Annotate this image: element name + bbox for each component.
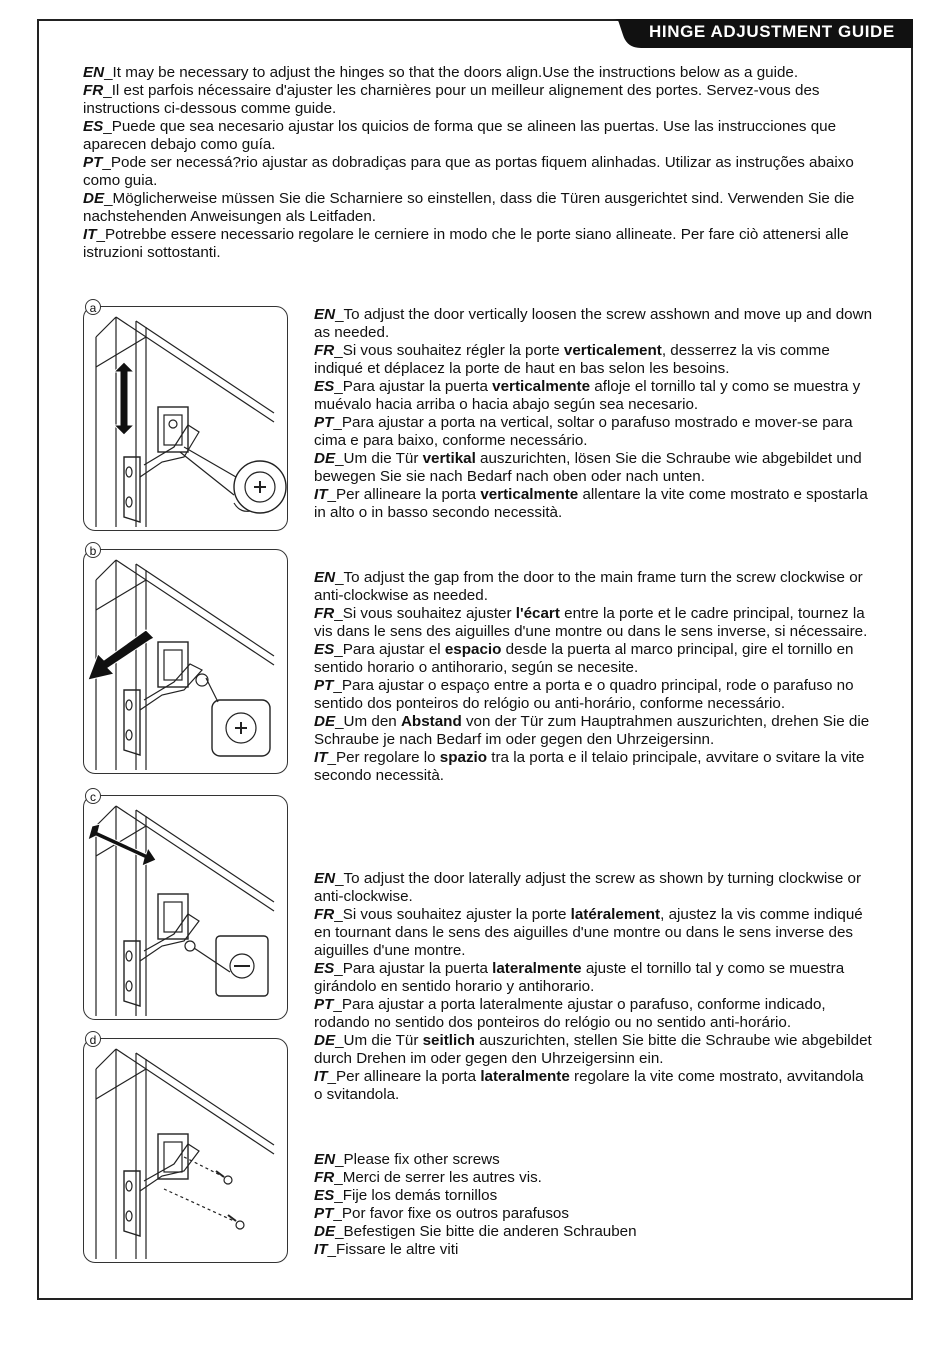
instruction-emphasis: latéralement [570,906,661,923]
hinge-lateral-illustration [84,796,289,1021]
intro-paragraph [83,154,883,190]
instruction-text: , desserrez la vis comme indiqué et déplacez la porte de haut en bas selon les besoins. [314,342,830,377]
figure-label-c: c [85,788,101,804]
intro-line: _It may be necessary to adjust the hinges so that the doors align.Use the instructions below as a guide. [104,64,799,81]
figure-vertical-adjustment [83,306,288,531]
instruction-line [314,1169,874,1187]
instruction-text: _Um die Tür [335,1032,423,1049]
lang-code: DE [314,1032,336,1049]
instruction-text: regolare la vite come mostrato, avvitandola o svitandola. [314,1068,864,1103]
section-screws [314,1151,874,1259]
lang-code: ES [314,1187,335,1204]
instruction-line [314,1151,874,1169]
instruction-line [314,713,874,749]
lang-code: FR [314,342,335,359]
instruction-line [314,749,874,785]
lang-code: EN [314,306,336,323]
instruction-emphasis: vertikal [422,450,476,467]
instruction-text: _To adjust the door vertically loosen the screw asshown and move up and down as needed. [314,306,873,341]
intro-paragraph [83,226,883,262]
instruction-text: tra la porta e il telaio principale, avvitare o svitare la vite secondo necessità. [314,749,865,784]
section-gap [314,569,874,785]
instruction-line [314,605,874,641]
instruction-line [314,1187,874,1205]
instruction-emphasis: Abstand [400,713,462,730]
instruction-text: _Fije los demás tornillos [334,1187,498,1204]
lang-code: IT [83,226,97,243]
lang-code: EN [314,569,336,586]
instruction-text: _Per allineare la porta [327,1068,481,1085]
instruction-line [314,342,874,378]
intro-text [83,64,883,262]
lang-code: IT [314,749,328,766]
instruction-emphasis: l'écart [515,605,560,622]
section-vertical [314,306,874,522]
figure-fix-screws [83,1038,288,1263]
instruction-emphasis: verticalmente [480,486,579,503]
instruction-text: _Para ajustar o espaço entre a porta e o quadro principal, rode o parafuso no sentido dos ponteiros do relógio ou anti-horário, conforme necessário. [314,677,854,712]
instruction-text: _Per regolare lo [327,749,440,766]
instruction-text: _Por favor fixe os outros parafusos [333,1205,569,1222]
instruction-text: allentare la vite come mostrato e spostarla in alto o in basso secondo necessità. [314,486,868,521]
lang-code: PT [314,996,334,1013]
instruction-line [314,1205,874,1223]
hinge-screws-illustration [84,1039,289,1264]
instruction-text: _Para ajustar la puerta [334,960,493,977]
header-title: HINGE ADJUSTMENT GUIDE [649,22,895,41]
intro-line: _Potrebbe essere necessario regolare le cerniere in modo che le porte siano allineate. Per fare ciò attenersi alle istruzioni sottostanti. [83,226,849,261]
instruction-text: _Si vous souhaitez ajuster [334,605,516,622]
intro-paragraph [83,82,883,118]
instruction-text: auszurichten, lösen Sie die Schraube wie abgebildet und bewegen Sie sie nach Bedarf nach oben oder nach unten. [314,450,862,485]
instruction-text: _Befestigen Sie bitte die anderen Schrauben [335,1223,637,1240]
intro-line: _Möglicherweise müssen Sie die Scharniere so einstellen, dass die Türen ausgerichtet sind. Verwenden Sie die nachstehenden Anweisungen als Leitfaden. [83,190,855,225]
lang-code: ES [314,378,335,395]
section-lateral [314,870,874,1104]
instruction-line [314,677,874,713]
lang-code: ES [314,641,335,658]
lang-code: PT [314,1205,334,1222]
lang-code: PT [314,677,334,694]
instruction-text: entre la porte et le cadre principal, tournez la vis dans le sens des aiguilles d'une montre ou dans le sens inverse, si nécessaire. [314,605,868,640]
instruction-line [314,996,874,1032]
instruction-line [314,1032,874,1068]
lang-code: DE [314,1223,336,1240]
instruction-line [314,378,874,414]
instruction-emphasis: verticalement [563,342,662,359]
lang-code: FR [83,82,104,99]
lang-code: IT [314,1241,328,1258]
lang-code: DE [314,450,336,467]
figure-lateral-adjustment [83,795,288,1020]
vertical-arrow-icon [114,362,134,435]
instruction-emphasis: verticalmente [492,378,591,395]
instruction-text: _Para ajustar la puerta [334,378,493,395]
intro-line: _Puede que sea necesario ajustar los quicios de forma que se alineen las puertas. Use las instrucciones que aparecen debajo como guía. [83,118,837,153]
instruction-text: von der Tür zum Hauptrahmen auszurichten, drehen Sie die Schraube je nach Bedarf im oder gegen den Uhrzeigersinn. [314,713,870,748]
intro-line: _Il est parfois nécessaire d'ajuster les charnières pour un meilleur alignement des portes. Servez-vous des instructions ci-dessous comme guide. [83,82,820,117]
figure-label-a: a [85,299,101,315]
lang-code: DE [314,713,336,730]
figure-label-b: b [85,542,101,558]
instruction-line [314,1241,874,1259]
instruction-line [314,960,874,996]
instruction-text: _Si vous souhaitez régler la porte [334,342,564,359]
instruction-text: _Per allineare la porta [327,486,481,503]
instruction-line [314,906,874,960]
instruction-emphasis: lateralmente [480,1068,570,1085]
instruction-text: _Para ajustar a porta lateralmente ajustar o parafuso, conforme indicado, rodando no sentido dos ponteiros do relógio ou no sentido anti-horário. [314,996,826,1031]
instruction-text: _Para ajustar a porta na vertical, soltar o parafuso mostrado e mover-se para cima e para baixo, conforme necessário. [314,414,853,449]
lang-code: PT [314,414,334,431]
instruction-text: _Um die Tür [335,450,423,467]
lang-code: ES [83,118,104,135]
instruction-line [314,486,874,522]
instruction-text: ajuste el tornillo tal y como se muestra girándolo en sentido horario y antihorario. [314,960,845,995]
lang-code: IT [314,486,328,503]
instruction-line [314,306,874,342]
instruction-text: desde la puerta al marco principal, gire el tornillo en sentido horario o antihorario, según se necesite. [314,641,854,676]
lang-code: PT [83,154,103,171]
lang-code: EN [314,870,336,887]
intro-line: _Pode ser necessá?rio ajustar as dobradiças para que as portas fiquem alinhadas. Utilizar as instruções abaixo como guia. [83,154,854,189]
lang-code: IT [314,1068,328,1085]
lang-code: FR [314,605,335,622]
instruction-line [314,1068,874,1104]
instruction-emphasis: seitlich [422,1032,475,1049]
instruction-line [314,450,874,486]
instruction-line [314,414,874,450]
instruction-text: _Para ajustar el [334,641,445,658]
instruction-line [314,641,874,677]
figure-gap-adjustment [83,549,288,774]
header-tab [613,19,913,48]
instruction-text: _Fissare le altre viti [327,1241,459,1258]
instruction-line [314,870,874,906]
instruction-text: afloje el tornillo tal y como se muestra y muévalo hacia arriba o hacia abajo según sea necesario. [314,378,861,413]
instruction-emphasis: espacio [444,641,502,658]
intro-paragraph [83,190,883,226]
instruction-text: _Merci de serrer les autres vis. [334,1169,542,1186]
lang-code: EN [314,1151,336,1168]
instruction-text: _To adjust the door laterally adjust the screw as shown by turning clockwise or anti-clockwise. [314,870,862,905]
instruction-line [314,569,874,605]
instruction-emphasis: lateralmente [492,960,582,977]
depth-arrow-icon [88,630,154,680]
instruction-text: _To adjust the gap from the door to the main frame turn the screw clockwise or anti-clockwise as needed. [314,569,863,604]
instruction-text: _Um den [335,713,401,730]
instruction-text: _Please fix other screws [335,1151,500,1168]
instruction-emphasis: spazio [439,749,488,766]
instruction-text: auszurichten, stellen Sie bitte die Schraube wie abgebildet durch Drehen im oder gegen den Uhrzeigersinn ein. [314,1032,872,1067]
instruction-text: _Si vous souhaitez ajuster la porte [334,906,571,923]
lang-code: ES [314,960,335,977]
instruction-line [314,1223,874,1241]
instruction-text: , ajustez la vis comme indiqué en tournant dans le sens des aiguilles d'une montre ou dans le sens inverse des aiguilles d'une montre. [314,906,863,959]
lang-code: DE [83,190,105,207]
intro-paragraph [83,64,883,82]
figure-label-d: d [85,1031,101,1047]
lang-code: FR [314,1169,335,1186]
lang-code: FR [314,906,335,923]
hinge-gap-illustration [84,550,289,775]
intro-paragraph [83,118,883,154]
lang-code: EN [83,64,105,81]
hinge-vertical-illustration [84,307,289,532]
